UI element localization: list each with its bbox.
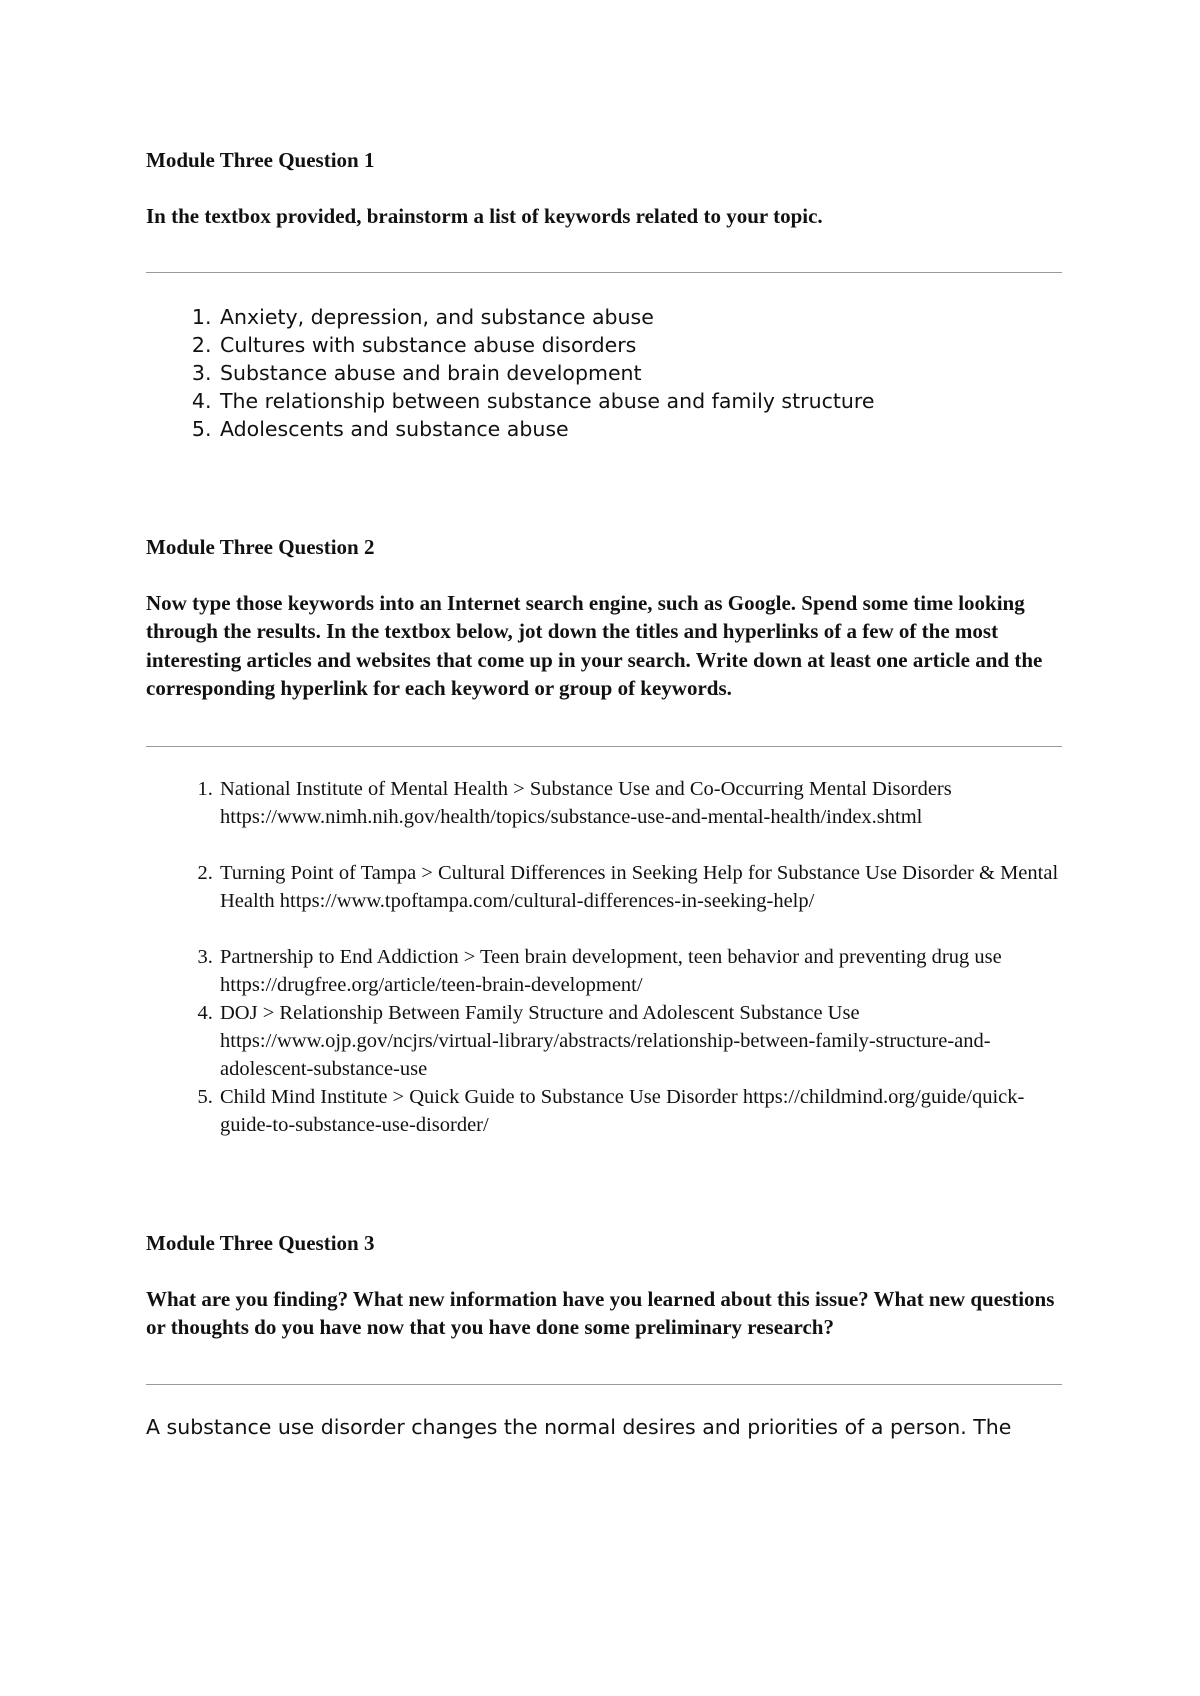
list-item: 1. National Institute of Mental Health > Substance Use and Co-Occurring Mental Disorders https://www.nimh.nih.gov/health/topics/substance-use-and-mental-health/index.shtml bbox=[218, 775, 1062, 831]
list-item: 4. The relationship between substance abuse and family structure bbox=[218, 387, 1062, 415]
q2-heading: Module Three Question 2 bbox=[146, 534, 375, 559]
q1-heading: Module Three Question 1 bbox=[146, 148, 375, 172]
list-item: 1. Anxiety, depression, and substance abuse bbox=[218, 303, 1062, 331]
q3-answer-text: A substance use disorder changes the normal desires and priorities of a person. The bbox=[146, 1414, 1012, 1439]
list-item: 5. Child Mind Institute > Quick Guide to Substance Use Disorder https://childmind.org/guide/quick-guide-to-substance-use-disorder/ bbox=[218, 1083, 1062, 1139]
list-item: 2. Cultures with substance abuse disorders bbox=[218, 331, 1062, 359]
list-item: 3. Partnership to End Addiction > Teen brain development, teen behavior and preventing drug use https://drugfree.org/article/teen-brain-development/ bbox=[218, 943, 1062, 999]
q1-prompt: In the textbox provided, brainstorm a list of keywords related to your topic. bbox=[146, 204, 823, 228]
q3-prompt: What are you finding? What new information have you learned about this issue? What new questions or thoughts do you have now that you have done some preliminary research? bbox=[146, 1286, 1055, 1339]
list-item: 2. Turning Point of Tampa > Cultural Differences in Seeking Help for Substance Use Disorder & Mental Health https://www.tpoftampa.com/cultural-differences-in-seeking-help/ bbox=[218, 859, 1062, 915]
list-item: 4. DOJ > Relationship Between Family Structure and Adolescent Substance Use https://www.ojp.gov/ncjrs/virtual-library/abstracts/relationship-between-family-structure-and-adolescent-substance-use bbox=[218, 999, 1062, 1083]
list-item: 5. Adolescents and substance abuse bbox=[218, 415, 1062, 443]
document-content bbox=[146, 146, 1062, 1441]
q3-heading: Module Three Question 3 bbox=[146, 1230, 375, 1255]
list-item: 3. Substance abuse and brain development bbox=[218, 359, 1062, 387]
q1-answer-list bbox=[146, 303, 1062, 443]
q2-answer-list bbox=[146, 775, 1062, 1139]
q2-prompt: Now type those keywords into an Internet search engine, such as Google. Spend some time looking through the results. In the textbox below, jot down the titles and hyperlinks of a few of the most interesting articles and websites that come up in your search. Write down at least one article and the corresponding hyperlink for each keyword or group of keywords. bbox=[146, 590, 1043, 700]
